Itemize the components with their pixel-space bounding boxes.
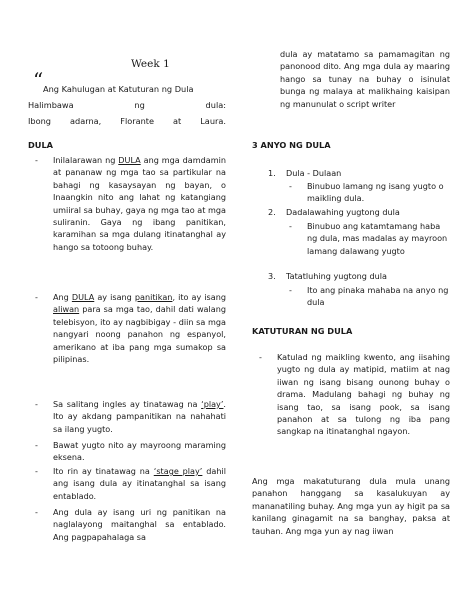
- bullet-text: Ang dula ay isang uri ng panitikan na naglalayong maitanghal sa entablado. Ang pagpapahalaga sa: [53, 507, 226, 542]
- dash-marker: -: [35, 292, 38, 302]
- anyo-label-3: Tatatluhing yugtong dula: [286, 271, 387, 281]
- bullet-text: Sa salitang ingles ay tinatawag na: [53, 399, 202, 409]
- anyo-number-2: 2.: [268, 207, 276, 217]
- underlined-term: DULA: [118, 155, 141, 165]
- bullet-text: ay isang: [94, 292, 135, 302]
- bullet-text: dahil ang isang dula ay itinatanghal sa isang entablado.: [53, 466, 226, 501]
- underlined-term: panitikan: [134, 292, 173, 302]
- underlined-term: ‘stage play’: [153, 466, 203, 476]
- anyo-number-3: 3.: [268, 271, 276, 281]
- dash-marker: -: [289, 221, 292, 231]
- underlined-term: DULA: [71, 292, 95, 302]
- dula-bullet-5: [28, 465, 226, 502]
- anyo-desc-3: [289, 284, 449, 309]
- bullet-text: ang mga damdamin at pananaw ng mga tao sa partikular na bahagi ng kasaysayan ng bayan, o Inaangkin nito ang lahat ng katangiang umiiral sa buhay, gaya ng mga tao at mga suliranin. Gaya ng ibang panitikan, karamihan sa mga dulang itinatanghal ay hango sa totoong buhay.: [53, 155, 226, 252]
- bullet-text: , ito ay isang: [172, 292, 226, 302]
- anyo-label-2: Dadalawahing yugtong dula: [286, 207, 400, 217]
- dash-marker: -: [289, 285, 292, 295]
- anyo-desc-text: Ito ang pinaka mahaba na anyo ng dula: [307, 285, 449, 308]
- dash-marker: -: [35, 155, 38, 165]
- bullet-text: Ito rin ay tinatawag na: [53, 466, 154, 476]
- dash-marker: -: [35, 507, 38, 517]
- dash-marker: -: [35, 440, 38, 450]
- dula-bullet-6: [28, 506, 226, 543]
- dash-marker: -: [259, 352, 262, 362]
- bullet-text: Ang: [53, 292, 72, 302]
- underlined-term: aliwan: [53, 304, 80, 315]
- dash-marker: -: [35, 466, 38, 476]
- dula-bullet-2: [28, 291, 226, 365]
- quote-mark: “: [33, 68, 44, 92]
- dash-marker: -: [289, 181, 292, 191]
- section-subtitle: Ang Kahulugan at Katuturan ng Dula: [43, 84, 194, 94]
- katuturan-bullet: [252, 351, 450, 438]
- examples-line: Ibong adarna, Florante at Laura.: [28, 116, 226, 126]
- bullet-text: para sa mga tao, dahil dati walang telebisyon, ito ay nagbibigay - diin sa mga nangyari noong panahon ng espanyol, amerikano at iba pang mga sumakop sa pilipinas.: [53, 304, 226, 365]
- anyo-label-1: Dula - Dulaan: [286, 168, 342, 178]
- dula-bullet-3: [28, 398, 226, 435]
- bullet-text: Inilalarawan ng: [53, 155, 119, 165]
- dash-marker: -: [35, 399, 38, 409]
- anyo-desc-2: [289, 220, 449, 257]
- katuturan-heading: KATUTURAN NG DULA: [252, 326, 353, 336]
- anyo-desc-text: Binubuo ang katamtamang haba ng dula, mas madalas ay mayroon lamang dalawang yugto: [307, 221, 448, 256]
- bullet-text: Katulad ng maikling kwento, ang iisahing yugto ng dula ay matipid, matiim at nag iiwan ng isang bisang ounong buhay o drama. Madulang bahagi ng buhay ng isang tao, sa isang pook, sa isang panahon at sa tulong ng iba pang sangkap na itinatanghal ngayon.: [277, 352, 450, 437]
- dula-bullet-4: [28, 439, 226, 464]
- halimbawa-line: Halimbawa ng dula:: [28, 100, 226, 110]
- dula-bullet-1: [28, 154, 226, 253]
- week-title: Week 1: [131, 58, 170, 70]
- bullet-text: . Ito ay akdang pampanitikan na nahahati sa ilang yugto.: [53, 399, 226, 434]
- dula-heading: DULA: [28, 140, 53, 150]
- anyo-desc-text: Binubuo lamang ng isang yugto o maikling dula.: [307, 181, 444, 204]
- anyo-number-1: 1.: [268, 168, 276, 178]
- closing-paragraph: Ang mga makatuturang dula mula unang panahon hanggang sa kasalukuyan ay mananatiling buhay. Ang mga yun ay higit pa sa kanilang ginagamit na sa banghay, paksa at tauhan. Ang mga yun ay nag iiwan: [252, 476, 450, 536]
- anyo-desc-1: [289, 180, 449, 205]
- underlined-term: ‘play’: [201, 399, 224, 409]
- intro-paragraph: dula ay matatamo sa pamamagitan ng panonood dito. Ang mga dula ay maaring hango sa tunay na buhay o isinulat bunga ng malaya at malikhaing kaisipan ng manunulat o script writer: [280, 49, 450, 109]
- anyo-heading: 3 ANYO NG DULA: [252, 140, 331, 150]
- bullet-text: Bawat yugto nito ay mayroong maraming eksena.: [53, 440, 226, 463]
